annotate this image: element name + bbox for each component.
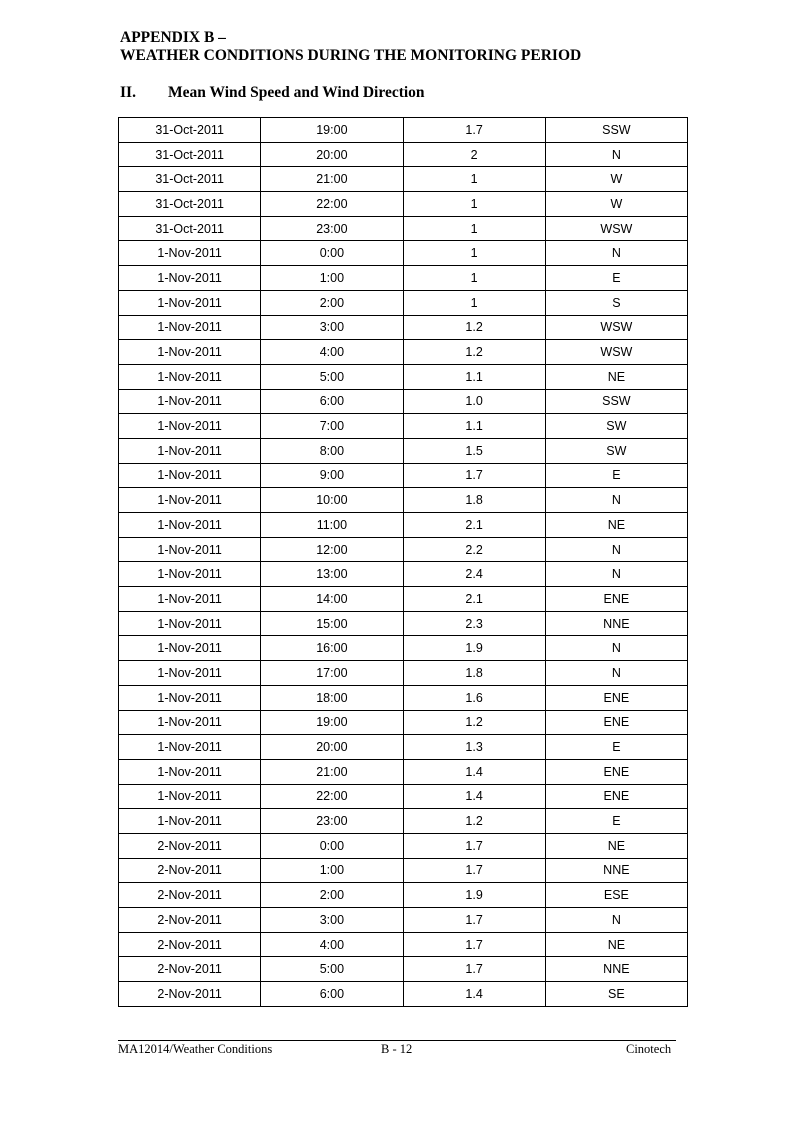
date-cell: 31-Oct-2011: [119, 118, 261, 143]
wind-speed-cell: 1.7: [403, 957, 545, 982]
table-row: [119, 611, 688, 636]
wind-direction-cell: SSW: [545, 118, 687, 143]
time-cell: 18:00: [261, 685, 403, 710]
date-cell: 1-Nov-2011: [119, 463, 261, 488]
wind-speed-cell: 2: [403, 142, 545, 167]
wind-speed-cell: 1.3: [403, 735, 545, 760]
wind-speed-cell: 1.0: [403, 389, 545, 414]
date-cell: 1-Nov-2011: [119, 735, 261, 760]
time-cell: 1:00: [261, 266, 403, 291]
table-row: [119, 463, 688, 488]
time-cell: 15:00: [261, 611, 403, 636]
wind-direction-cell: SSW: [545, 389, 687, 414]
date-cell: 2-Nov-2011: [119, 858, 261, 883]
table-row: [119, 562, 688, 587]
time-cell: 19:00: [261, 710, 403, 735]
table-row: [119, 661, 688, 686]
wind-speed-cell: 1.7: [403, 833, 545, 858]
wind-direction-cell: N: [545, 908, 687, 933]
table-row: [119, 809, 688, 834]
time-cell: 6:00: [261, 389, 403, 414]
date-cell: 1-Nov-2011: [119, 661, 261, 686]
date-cell: 1-Nov-2011: [119, 685, 261, 710]
table-row: [119, 414, 688, 439]
date-cell: 1-Nov-2011: [119, 241, 261, 266]
wind-speed-cell: 1.2: [403, 340, 545, 365]
appendix-subheading: WEATHER CONDITIONS DURING THE MONITORING PERIOD: [120, 47, 582, 64]
wind-speed-cell: 2.4: [403, 562, 545, 587]
wind-direction-cell: W: [545, 192, 687, 217]
date-cell: 1-Nov-2011: [119, 414, 261, 439]
wind-direction-cell: ENE: [545, 685, 687, 710]
table-row: [119, 192, 688, 217]
wind-direction-cell: NE: [545, 932, 687, 957]
footer-page-number: B - 12: [381, 1042, 413, 1056]
wind-direction-cell: ENE: [545, 587, 687, 612]
time-cell: 22:00: [261, 192, 403, 217]
wind-direction-cell: NE: [545, 364, 687, 389]
appendix-heading: APPENDIX B –: [120, 29, 226, 46]
wind-direction-cell: WSW: [545, 315, 687, 340]
wind-speed-cell: 2.2: [403, 537, 545, 562]
time-cell: 3:00: [261, 315, 403, 340]
table-row: [119, 537, 688, 562]
date-cell: 1-Nov-2011: [119, 710, 261, 735]
time-cell: 9:00: [261, 463, 403, 488]
wind-speed-cell: 1.4: [403, 759, 545, 784]
date-cell: 1-Nov-2011: [119, 784, 261, 809]
wind-speed-cell: 1: [403, 216, 545, 241]
wind-speed-cell: 1.4: [403, 982, 545, 1007]
wind-speed-cell: 1.7: [403, 118, 545, 143]
table-row: [119, 858, 688, 883]
date-cell: 31-Oct-2011: [119, 167, 261, 192]
table-row: [119, 488, 688, 513]
table-row: [119, 957, 688, 982]
wind-speed-cell: 1.1: [403, 364, 545, 389]
time-cell: 8:00: [261, 438, 403, 463]
date-cell: 2-Nov-2011: [119, 982, 261, 1007]
table-row: [119, 364, 688, 389]
footer-company: Cinotech: [626, 1042, 672, 1056]
wind-speed-cell: 1: [403, 192, 545, 217]
date-cell: 1-Nov-2011: [119, 537, 261, 562]
wind-direction-cell: E: [545, 266, 687, 291]
wind-speed-cell: 1: [403, 290, 545, 315]
time-cell: 19:00: [261, 118, 403, 143]
wind-speed-cell: 1.8: [403, 661, 545, 686]
table-row: [119, 340, 688, 365]
section-heading: [120, 84, 425, 102]
wind-direction-cell: N: [545, 562, 687, 587]
wind-direction-cell: NE: [545, 513, 687, 538]
table-row: [119, 710, 688, 735]
wind-data-table: [118, 117, 688, 1007]
time-cell: 12:00: [261, 537, 403, 562]
date-cell: 1-Nov-2011: [119, 809, 261, 834]
wind-speed-cell: 1.7: [403, 463, 545, 488]
table-row: [119, 932, 688, 957]
wind-speed-cell: 1.2: [403, 809, 545, 834]
date-cell: 1-Nov-2011: [119, 562, 261, 587]
wind-direction-cell: E: [545, 735, 687, 760]
date-cell: 2-Nov-2011: [119, 908, 261, 933]
date-cell: 1-Nov-2011: [119, 364, 261, 389]
table-row: [119, 216, 688, 241]
table-row: [119, 315, 688, 340]
date-cell: 31-Oct-2011: [119, 142, 261, 167]
table-row: [119, 883, 688, 908]
footer-document-ref: MA12014/Weather Conditions: [118, 1042, 273, 1056]
table-row: [119, 389, 688, 414]
table-row: [119, 438, 688, 463]
date-cell: 1-Nov-2011: [119, 611, 261, 636]
table-row: [119, 513, 688, 538]
date-cell: 1-Nov-2011: [119, 315, 261, 340]
wind-direction-cell: NE: [545, 833, 687, 858]
wind-direction-cell: ESE: [545, 883, 687, 908]
wind-speed-cell: 1.7: [403, 932, 545, 957]
wind-direction-cell: N: [545, 142, 687, 167]
wind-direction-cell: S: [545, 290, 687, 315]
table-row: [119, 266, 688, 291]
wind-direction-cell: N: [545, 537, 687, 562]
date-cell: 2-Nov-2011: [119, 932, 261, 957]
time-cell: 21:00: [261, 167, 403, 192]
wind-speed-cell: 1: [403, 241, 545, 266]
wind-speed-cell: 2.1: [403, 587, 545, 612]
section-title: Mean Wind Speed and Wind Direction: [168, 84, 425, 101]
wind-speed-cell: 2.1: [403, 513, 545, 538]
wind-speed-cell: 1.9: [403, 636, 545, 661]
footer-rule: [118, 1040, 676, 1041]
table-row: [119, 735, 688, 760]
time-cell: 20:00: [261, 735, 403, 760]
wind-speed-cell: 1.9: [403, 883, 545, 908]
table-row: [119, 587, 688, 612]
time-cell: 20:00: [261, 142, 403, 167]
date-cell: 1-Nov-2011: [119, 389, 261, 414]
wind-direction-cell: NNE: [545, 611, 687, 636]
time-cell: 17:00: [261, 661, 403, 686]
time-cell: 2:00: [261, 290, 403, 315]
wind-direction-cell: SE: [545, 982, 687, 1007]
table-row: [119, 636, 688, 661]
time-cell: 1:00: [261, 858, 403, 883]
wind-direction-cell: NNE: [545, 858, 687, 883]
time-cell: 5:00: [261, 957, 403, 982]
time-cell: 0:00: [261, 833, 403, 858]
time-cell: 4:00: [261, 932, 403, 957]
time-cell: 22:00: [261, 784, 403, 809]
wind-speed-cell: 2.3: [403, 611, 545, 636]
date-cell: 1-Nov-2011: [119, 266, 261, 291]
date-cell: 1-Nov-2011: [119, 488, 261, 513]
date-cell: 1-Nov-2011: [119, 636, 261, 661]
date-cell: 1-Nov-2011: [119, 438, 261, 463]
wind-direction-cell: ENE: [545, 759, 687, 784]
time-cell: 4:00: [261, 340, 403, 365]
time-cell: 16:00: [261, 636, 403, 661]
time-cell: 23:00: [261, 809, 403, 834]
wind-speed-cell: 1.5: [403, 438, 545, 463]
date-cell: 1-Nov-2011: [119, 340, 261, 365]
date-cell: 1-Nov-2011: [119, 587, 261, 612]
time-cell: 0:00: [261, 241, 403, 266]
date-cell: 1-Nov-2011: [119, 759, 261, 784]
date-cell: 1-Nov-2011: [119, 290, 261, 315]
table-row: [119, 833, 688, 858]
wind-speed-cell: 1.8: [403, 488, 545, 513]
table-row: [119, 982, 688, 1007]
wind-direction-cell: E: [545, 463, 687, 488]
wind-direction-cell: WSW: [545, 216, 687, 241]
wind-direction-cell: NNE: [545, 957, 687, 982]
time-cell: 6:00: [261, 982, 403, 1007]
time-cell: 13:00: [261, 562, 403, 587]
wind-direction-cell: ENE: [545, 784, 687, 809]
table-row: [119, 784, 688, 809]
table-row: [119, 908, 688, 933]
wind-speed-cell: 1.4: [403, 784, 545, 809]
table-row: [119, 142, 688, 167]
date-cell: 31-Oct-2011: [119, 192, 261, 217]
wind-direction-cell: SW: [545, 438, 687, 463]
time-cell: 5:00: [261, 364, 403, 389]
wind-speed-cell: 1: [403, 167, 545, 192]
time-cell: 10:00: [261, 488, 403, 513]
table-row: [119, 241, 688, 266]
wind-direction-cell: N: [545, 661, 687, 686]
wind-direction-cell: N: [545, 488, 687, 513]
table-row: [119, 167, 688, 192]
time-cell: 23:00: [261, 216, 403, 241]
wind-direction-cell: W: [545, 167, 687, 192]
time-cell: 14:00: [261, 587, 403, 612]
wind-direction-cell: SW: [545, 414, 687, 439]
wind-direction-cell: N: [545, 241, 687, 266]
wind-direction-cell: WSW: [545, 340, 687, 365]
wind-direction-cell: N: [545, 636, 687, 661]
date-cell: 31-Oct-2011: [119, 216, 261, 241]
wind-speed-cell: 1.7: [403, 858, 545, 883]
wind-speed-cell: 1.6: [403, 685, 545, 710]
section-number: II.: [120, 84, 136, 101]
wind-speed-cell: 1.7: [403, 908, 545, 933]
date-cell: 2-Nov-2011: [119, 833, 261, 858]
wind-speed-cell: 1.2: [403, 710, 545, 735]
table-row: [119, 759, 688, 784]
table-row: [119, 685, 688, 710]
table-row: [119, 118, 688, 143]
time-cell: 21:00: [261, 759, 403, 784]
date-cell: 2-Nov-2011: [119, 883, 261, 908]
wind-speed-cell: 1.2: [403, 315, 545, 340]
table-row: [119, 290, 688, 315]
wind-direction-cell: E: [545, 809, 687, 834]
time-cell: 11:00: [261, 513, 403, 538]
date-cell: 1-Nov-2011: [119, 513, 261, 538]
wind-speed-cell: 1: [403, 266, 545, 291]
time-cell: 2:00: [261, 883, 403, 908]
wind-direction-cell: ENE: [545, 710, 687, 735]
wind-speed-cell: 1.1: [403, 414, 545, 439]
time-cell: 3:00: [261, 908, 403, 933]
date-cell: 2-Nov-2011: [119, 957, 261, 982]
wind-table-body: [119, 118, 688, 1007]
time-cell: 7:00: [261, 414, 403, 439]
